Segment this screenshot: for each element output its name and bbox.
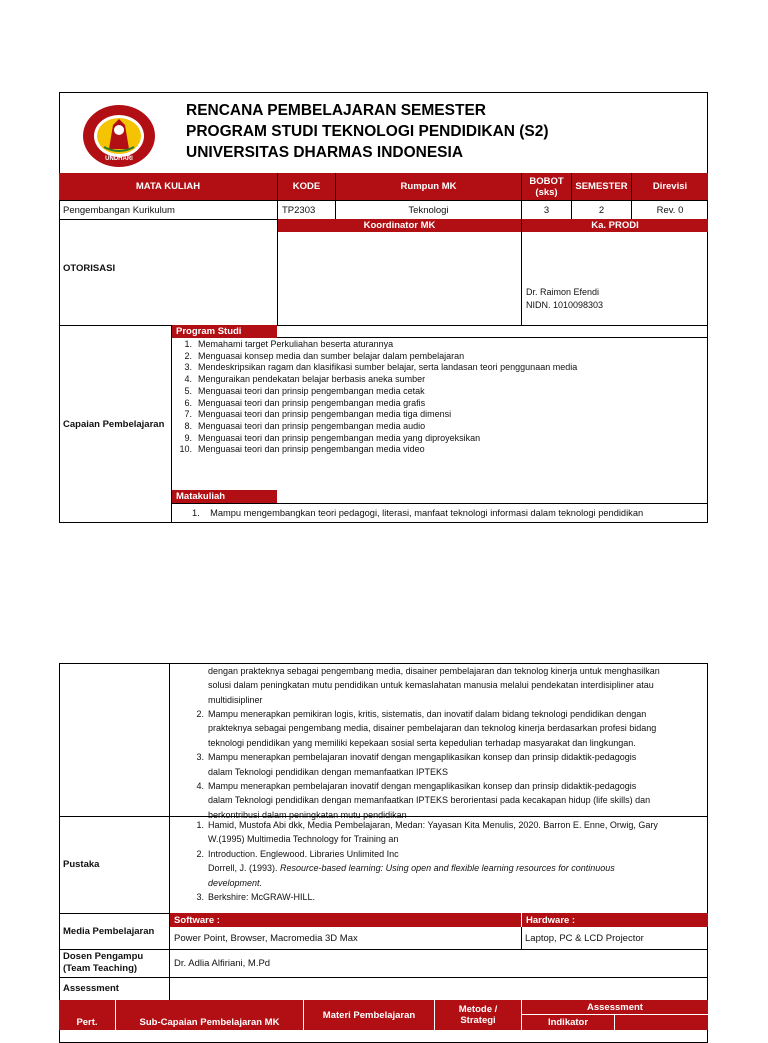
list-item-text: Menguasai teori dan prinsip pengembangan media audio [198,420,426,431]
header-direvisi: Direvisi [631,173,708,200]
program-studi-item [172,386,702,398]
koordinator-header: Koordinator MK [278,219,521,232]
program-studi-item [172,433,702,445]
item-line: development. [208,877,263,888]
program-studi-header-line [277,337,708,338]
program-studi-item [172,339,702,351]
list-item-text: Menguasai teori dan prinsip pengembangan media yang diproyeksikan [198,432,481,443]
item-line: teknologi pendidikan yang memiliki kepekaan sosial serta kepedulian terhadap masyarakat dan lingkungan. [208,737,636,748]
otorisasi-divider [277,219,278,325]
numbered-item [186,890,706,904]
header-sub-cp: Sub-Capaian Pembelajaran MK [115,1000,303,1030]
item-line: berkontribusi dalam peningkatan mutu pendidikan [208,809,407,820]
list-item-number: 9. [184,432,192,443]
title-line-2: PROGRAM STUDI TEKNOLOGI PENDIDIKAN (S2) [186,123,549,140]
item-line: dalam Teknologi pendidikan dengan memanfaatkan IPTEKS [208,766,448,777]
cell-rumpun: Teknologi [335,200,521,219]
dosen-row [59,949,708,977]
software-header: Software : [170,913,521,927]
item-line: Mampu menerapkan pembelajaran inovatif dengan mengaplikasikan konsep dan prinsip didaktik-pedagogis [208,752,637,763]
list-item-number: 7. [184,409,192,420]
header-mata-kuliah: MATA KULIAH [59,173,277,200]
kaprodi-header: Ka. PRODI [521,219,708,232]
header-assessment: Assessment [521,1000,708,1014]
item-text [208,750,636,779]
matakuliah-header: Matakuliah [172,490,277,503]
program-studi-list [172,339,702,456]
pustaka-list [186,818,706,904]
media-divider [521,927,522,949]
cell-semester: 2 [571,200,631,219]
kaprodi-nidn: NIDN. 1010098303 [526,300,604,310]
list-item-text: Memahami target Perkuliahan beserta aturannya [198,339,394,349]
program-studi-item [172,444,702,456]
list-item-number: 2. [184,350,192,361]
program-studi-header: Program Studi [172,325,277,338]
continuation-line: solusi dalam peningkatan mutu pendidikan untuk kemaslahatan manusia melalui pendekatan interdisipliner atau [208,680,654,691]
kaprodi-divider [521,232,522,325]
hardware-header: Hardware : [521,913,708,927]
item-number: 2. [196,848,204,859]
cell-direvisi: Rev. 0 [631,200,708,219]
item-line: Berkshire: McGRAW-HILL. [208,892,316,903]
dosen-label [63,951,143,975]
header-assessment-right [614,1014,708,1030]
item-line: Mampu menerapkan pemikiran logis, kritis, sistematis, dan inovatif dalam bidang teknologi pendidikan dengan [208,709,647,719]
item-number: 3. [196,892,204,903]
pustaka-label: Pustaka [63,859,100,870]
item-text [208,707,656,750]
list-item-number: 1. [184,339,192,349]
header-materi: Materi Pembelajaran [303,1000,434,1030]
title-line-3: UNIVERSITAS DHARMAS INDONESIA [186,144,464,161]
title-line-1: RENCANA PEMBELAJARAN SEMESTER [186,102,486,119]
header-kode: KODE [277,173,335,200]
hardware-value: Laptop, PC & LCD Projector [525,932,644,944]
p2-continuation [208,664,703,707]
numbered-item [186,750,706,779]
list-item-text: Mendeskripsikan ragam dan klasifikasi sumber belajar, serta landasan teori penggunaan media [198,362,578,373]
program-studi-item [172,374,702,386]
item-line: dalam Teknologi pendidikan dengan memanfaatkan IPTEKS berorientasi pada kecakapan hidup (life skills) dan [208,795,651,806]
header-indikator: Indikator [521,1014,614,1030]
item-text [208,847,615,890]
list-item-number: 6. [184,397,192,408]
list-item-number: 5. [184,385,192,396]
university-logo [80,103,158,169]
list-item-text: Menguasai teori dan prinsip pengembangan media video [198,444,425,455]
citation-title: Resource-based learning: Using open and flexible learning resources for continuous [280,863,615,874]
item-line: W.(1995) Multimedia Technology for Training an [208,834,399,845]
header-pert: Pert. [59,1014,115,1030]
header-bobot: BOBOT (sks) [521,173,571,200]
item-text [208,890,315,904]
list-item-number: 10. [179,444,192,455]
header-semester: SEMESTER [571,173,631,200]
numbered-item [186,707,706,750]
dosen-value: Dr. Adlia Alfiriani, M.Pd [174,957,271,969]
capaian-label: Capaian Pembelajaran [63,418,165,430]
assessment-label: Assessment [63,983,119,994]
program-studi-item [172,351,702,363]
item-line: Hamid, Mustofa Abi dkk, Media Pembelajaran, Medan: Yayasan Kita Menulis, 2020. Barron E. Enne, Orwig, Gary [208,820,658,830]
item-number: 2. [196,709,204,719]
media-label: Media Pembelajaran [63,925,155,937]
cell-kode: TP2303 [277,200,335,219]
header-metode: Metode / Strategi [434,1000,521,1030]
dosen-label-line1: Dosen Pengampu [63,951,144,962]
item-line: Introduction. Englewood. Libraries Unlimited Inc [208,848,399,859]
item-line [208,861,615,875]
list-item-text: Menguasai teori dan prinsip pengembangan media grafis [198,397,426,408]
citation-author: Dorrell, J. (1993). [208,863,281,874]
item-number: 3. [196,752,204,763]
dosen-label-line2: (Team Teaching) [63,963,138,974]
list-item-text: Menguraikan pendekatan belajar berbasis aneka sumber [198,374,426,385]
otorisasi-label: OTORISASI [63,262,116,274]
program-studi-item [172,398,702,410]
item-number: 1. [196,820,204,830]
logo-text-bottom: UNDHARI [105,156,133,162]
header-rumpun: Rumpun MK [335,173,521,200]
list-item-text: Menguasai konsep media dan sumber belajar dalam pembelajaran [198,350,465,361]
program-studi-item [172,362,702,374]
numbered-item [186,847,706,890]
list-item-text: Menguasai teori dan prinsip pengembangan media tiga dimensi [198,409,452,420]
matakuliah-item-1: 1. Mampu mengembangkan teori pedagogi, literasi, manfaat teknologi informasi dalam teknologi pendidikan [192,508,644,518]
p2-items [186,707,706,822]
kaprodi-name: Dr. Raimon Efendi [526,287,600,297]
cell-mata-kuliah: Pengembangan Kurikulum [59,200,277,219]
item-number: 4. [196,781,204,792]
program-studi-item [172,409,702,421]
cell-bobot: 3 [521,200,571,219]
item-line: Mampu menerapkan pembelajaran inovatif dengan mengaplikasikan konsep dan prinsip didaktik-pedagogis [208,781,637,792]
item-line: prakteknya sebagai pengembang media, disainer pembelajaran dan teknolog kinerja berdasarkan profesi bidang [208,723,657,734]
item-text [208,818,658,847]
continuation-line: dengan prakteknya sebagai pengembang media, disainer pembelajaran dan teknolog kinerja untuk menghasilkan [208,666,660,676]
list-item-text: Menguasai teori dan prinsip pengembangan media cetak [198,385,425,396]
continuation-line: multidisipliner [208,694,263,705]
list-item-number: 3. [184,362,192,373]
matakuliah-header-line [172,503,708,504]
numbered-item [186,818,706,847]
list-item-number: 8. [184,420,192,431]
software-value: Power Point, Browser, Macromedia 3D Max [174,932,358,944]
program-studi-item [172,421,702,433]
list-item-number: 4. [184,374,192,385]
